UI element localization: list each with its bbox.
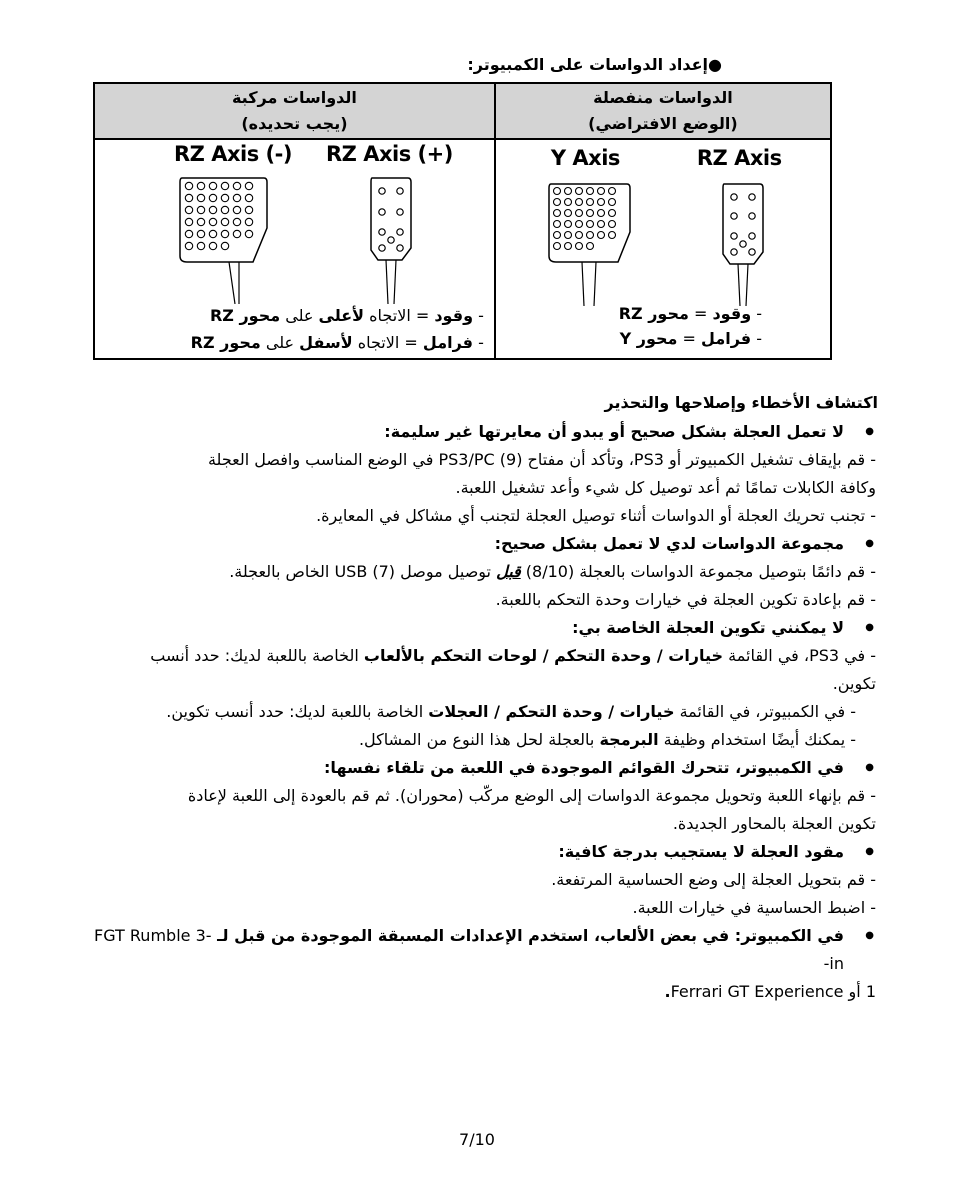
- pedal-setup-heading: ●إعداد الدواسات على الكمبيوتر:: [467, 55, 722, 74]
- separate-brake-line: - فرامل = محور Y: [619, 329, 762, 348]
- issue-configure-wheel: ● لا يمكنني تكوين العجلة الخاصة بي:: [90, 614, 876, 642]
- combined-fuel-line: - وقود = الاتجاه لأعلى على محور RZ: [209, 306, 484, 325]
- rz-axis-plus-label: RZ Axis (+): [326, 142, 453, 166]
- fix-line: تكوين العجلة بالمحاور الجديدة.: [672, 814, 876, 833]
- issue-pedals: ● مجموعة الدواسات لدي لا تعمل بشكل صحيح:: [90, 530, 876, 558]
- fix-line: 1 أو Ferrari GT Experience.: [664, 982, 876, 1001]
- fix-line: - اضبط الحساسية في خيارات اللعبة.: [632, 898, 876, 917]
- fix-line: - قم دائمًا بتوصيل مجموعة الدواسات بالعجلة (8/10) قبل توصيل موصل USB (7) الخاص بالعجلة.: [229, 562, 876, 581]
- y-axis-label: Y Axis: [550, 146, 620, 170]
- combined-brake-line: - فرامل = الاتجاه لأسفل على محور RZ: [190, 333, 484, 352]
- brake-pedal-icon: [177, 176, 269, 304]
- issue-wheel-calibration: ● لا تعمل العجلة بشكل صحيح أو يبدو أن معايرتها غير سليمة:: [90, 418, 876, 446]
- fix-line: تكوين.: [832, 674, 876, 693]
- issue-steering-response: ● مقود العجلة لا يستجيب بدرجة كافية:: [90, 838, 876, 866]
- fix-line: وكافة الكابلات تمامًا ثم أعد توصيل كل شيء وأعد تشغيل اللعبة.: [455, 478, 876, 497]
- fix-line: - في الكمبيوتر، في القائمة خيارات / وحدة التحكم / العجلات الخاصة باللعبة لديك: حدد أنسب تكوين.: [166, 702, 856, 721]
- separate-pedals-cell: [495, 139, 831, 359]
- fix-line: - في PS3، في القائمة خيارات / وحدة التحكم / لوحات التحكم بالألعاب الخاصة باللعبة لديك: حدد أنسب: [150, 646, 876, 665]
- brake-pedal-icon: [546, 182, 632, 306]
- fix-line: - يمكنك أيضًا استخدام وظيفة البرمجة بالعجلة لحل هذا النوع من المشاكل.: [358, 730, 856, 749]
- page-number: 7/10: [459, 1130, 495, 1149]
- troubleshooting-title: اكتشاف الأخطاء وإصلاحها والتحذير: [604, 393, 878, 412]
- accelerator-pedal-icon: [368, 176, 414, 304]
- combined-pedals-cell: [94, 139, 495, 359]
- fix-line: - قم بتحويل العجلة إلى وضع الحساسية المرتفعة.: [551, 870, 876, 889]
- separate-pedals-header: الدواسات منفصلة (الوضع الافتراضي): [495, 83, 831, 139]
- pedal-config-table: [93, 82, 832, 360]
- fix-line: - تجنب تحريك العجلة أو الدواسات أثناء توصيل العجلة لتجنب أي مشاكل في المعايرة.: [316, 506, 876, 525]
- separate-fuel-line: - وقود = محور RZ: [618, 304, 762, 323]
- bullet-dot: ●: [708, 55, 722, 74]
- rz-axis-label: RZ Axis: [696, 146, 782, 170]
- fix-line: - قم بإعادة تكوين العجلة في خيارات وحدة التحكم باللعبة.: [495, 590, 876, 609]
- issue-pc-presets: ● في الكمبيوتر: في بعض الألعاب، استخدم الإعدادات المسبقة الموجودة من قبل لـ FGT Rumble 3-in-: [90, 922, 876, 978]
- accelerator-pedal-icon: [720, 182, 766, 306]
- combined-pedals-header: الدواسات مركبة (يجب تحديده): [94, 83, 495, 139]
- rz-axis-minus-label: RZ Axis (-): [174, 142, 292, 166]
- issue-menus-moving: ● في الكمبيوتر، تتحرك القوائم الموجودة في اللعبة من تلقاء نفسها:: [90, 754, 876, 782]
- fix-line: - قم بإيقاف تشغيل الكمبيوتر أو PS3، وتأكد أن مفتاح PS3/PC (9) في الوضع المناسب وافصل العجلة: [207, 450, 876, 469]
- fix-line: - قم بإنهاء اللعبة وتحويل مجموعة الدواسات إلى الوضع مركّب (محوران). ثم قم بالعودة إلى اللعبة لإعادة: [187, 786, 876, 805]
- troubleshooting-content: [90, 418, 876, 1006]
